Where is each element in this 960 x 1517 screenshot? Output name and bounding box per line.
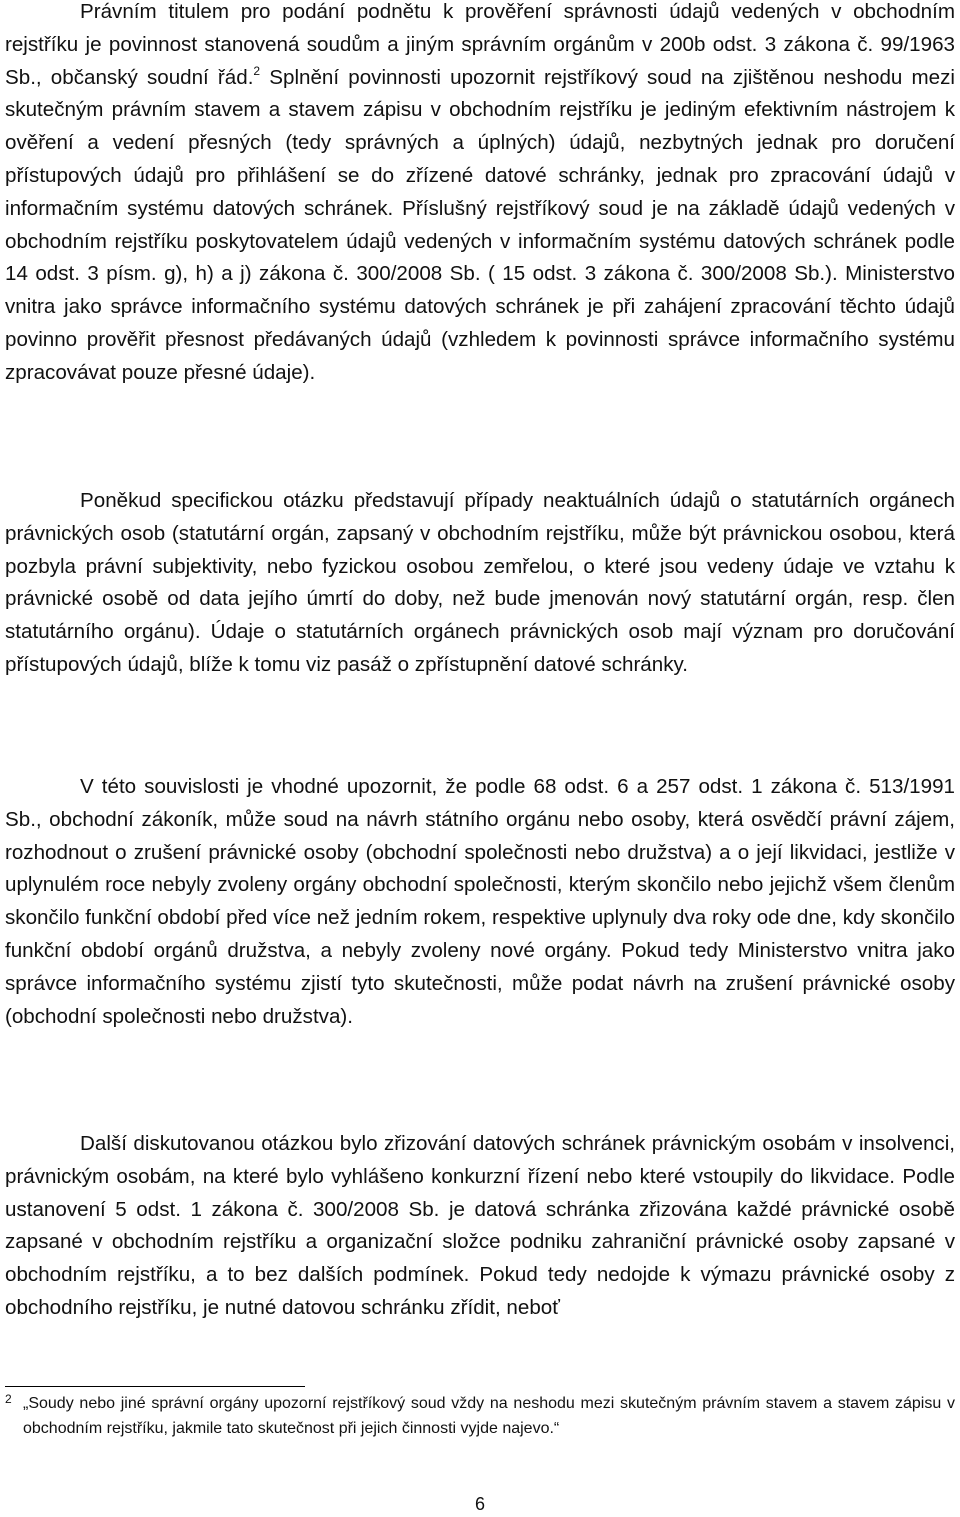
paragraph-1-text-a: Právním titulem pro podání podnětu k prověření správnosti údajů vedených v obchodním rejstříku je povinnost stanovená soudům a jiným správním orgánům v 200b odst. 3 zákona č. 99/1963 Sb., občanský soudní řád.	[5, 0, 955, 89]
footnote-divider	[5, 1386, 305, 1387]
footnote	[5, 1392, 955, 1441]
paragraph-3	[5, 771, 955, 1033]
paragraph-1	[5, 0, 955, 390]
paragraph-4	[5, 1128, 955, 1325]
footnote-mark: 2	[5, 1392, 12, 1406]
paragraph-4-text: Další diskutovanou otázkou bylo zřizování datových schránek právnickým osobám v insolvenci, právnickým osobám, na které bylo vyhlášeno konkurzní řízení nebo které vstoupily do likvidace. Podle ustanovení 5 odst. 1 zákona č. 300/2008 Sb. je datová schránka zřizována každé právnické osobě zapsané v obchodním rejstříku a organizační složce podniku zahraniční právnické osoby zapsané v obchodním rejstříku, a to bez dalších podmínek. Pokud tedy nedojde k výmazu právnické osoby z obchodního rejstříku, je nutné datovou schránku zřídit, neboť	[5, 1132, 955, 1319]
paragraph-3-text: V této souvislosti je vhodné upozornit, že podle 68 odst. 6 a 257 odst. 1 zákona č. 513/1991 Sb., obchodní zákoník, může soud na návrh státního orgánu nebo osoby, která osvědčí právní zájem, rozhodnout o zrušení právnické osoby (obchodní společnosti nebo družstva) a o její likvidaci, jestliže v uplynulém roce nebyly zvoleny orgány obchodní společnosti, kterým skončilo nebo jejichž všem členům skončilo funkční období před více než jedním rokem, respektive uplynuly dva roky ode dne, kdy skončilo funkční období orgánů družstva, a nebyly zvoleny nové orgány. Pokud tedy Ministerstvo vnitra jako správce informačního systému zjistí tyto skutečnosti, může podat návrh na zrušení právnické osoby (obchodní společnosti nebo družstva).	[5, 775, 955, 1028]
paragraph-1-text-b: Splnění povinnosti upozornit rejstříkový soud na zjištěnou neshodu mezi skutečným právním stavem a stavem zápisu v obchodním rejstříku je jediným efektivním nástrojem k ověření a vedení přesných (tedy správných a úplných) údajů, nezbytných jednak pro doručení přístupových údajů pro přihlášení se do zřízené datové schránky, jednak pro zpracování údajů v informačním systému datových schránek. Příslušný rejstříkový soud je na základě údajů vedených v obchodním rejstříku poskytovatelem údajů vedených v informačním systému datových schránek podle 14 odst. 3 písm. g), h) a j) zákona č. 300/2008 Sb. ( 15 odst. 3 zákona č. 300/2008 Sb.). Ministerstvo vnitra jako správce informačního systému datových schránek je při zahájení zpracování těchto údajů povinno prověřit přesnost předávaných údajů (vzhledem k povinnosti správce informačního systému zpracovávat pouze přesné údaje).	[5, 65, 955, 384]
footnote-reference[interactable]: 2	[253, 63, 261, 78]
paragraph-2-text: Poněkud specifickou otázku představují případy neaktuálních údajů o statutárních orgánech právnických osob (statutární orgán, zapsaný v obchodním rejstříku, může být právnickou osobou, která pozbyla právní subjektivity, nebo fyzickou osobou zemřelou, o které jsou vedeny údaje ve vztahu k právnické osobě od data jejího úmrtí do doby, než bude jmenován nový statutární orgán, resp. člen statutárního orgánu). Údaje o statutárních orgánech právnických osob mají význam pro doručování přístupových údajů, blíže k tomu viz pasáž o zpřístupnění datové schránky.	[5, 489, 955, 676]
paragraph-2	[5, 485, 955, 682]
page-number: 6	[474, 1494, 485, 1514]
footnote-text: „Soudy nebo jiné správní orgány upozorní rejstříkový soud vždy na neshodu mezi skutečným právním stavem a stavem zápisu v obchodním rejstříku, jakmile tato skutečnost při jejich činnosti vyjde najevo.“	[23, 1395, 955, 1437]
